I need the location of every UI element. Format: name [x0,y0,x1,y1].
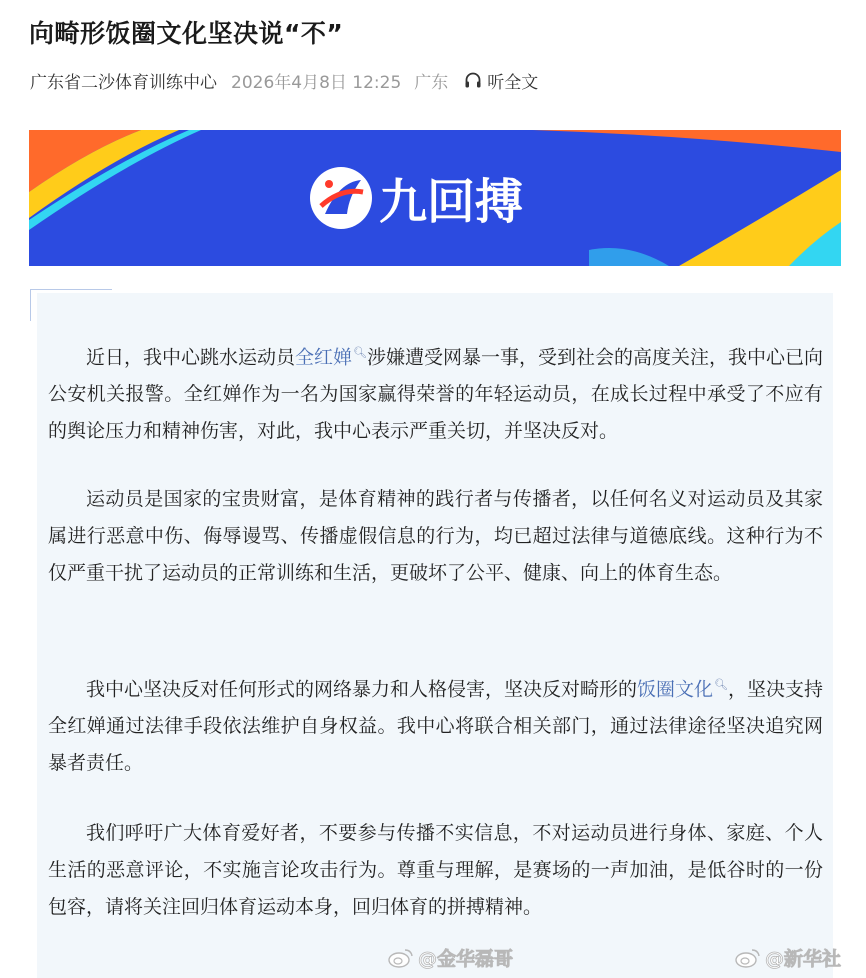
publish-region: 广东 [414,73,449,93]
watermark-left-text: @金华磊哥 [418,948,514,970]
search-icon[interactable]: 🔍︎ [714,678,728,691]
watermark-right [735,944,841,971]
fan-culture-link[interactable]: 饭圈文化 [637,678,714,701]
watermark-right-text: @新华社 [765,948,842,970]
article-title: 向畸形饭圈文化坚决说“不” [29,19,344,48]
author-name[interactable]: 广东省二沙体育训练中心 [30,73,217,93]
listen-button[interactable] [464,68,538,93]
paragraph-1: 近日，我中心跳水运动员全红婵🔍︎涉嫌遭受网暴一事，受到社会的高度关注，我中心已向公安机关报警。全红婵作为一名为国家赢得荣誉的年轻运动员，在成长过程中承受了不应有的舆论压力和精神伤害，对此，我中心表示严重关切，并坚决反对。 [48,346,824,443]
article-banner [29,130,841,266]
article-meta [30,68,538,93]
publish-date: 2026年4月8日 12:25 [231,73,402,93]
headphones-icon [464,72,482,89]
paragraph-2: 运动员是国家的宝贵财富，是体育精神的践行者与传播者，以任何名义对运动员及其家属进行恶意中伤、侮辱谩骂、传播虚假信息的行为，均已超过法律与道德底线。这种行为不仅严重干扰了运动员的正常训练和生活，更破坏了公平、健康、向上的体育生态。 [48,488,823,584]
athlete-link[interactable]: 全红婵 [295,346,353,369]
weibo-icon [388,947,414,969]
content-corner-decoration [30,289,112,290]
paragraph-4: 我们呼吁广大体育爱好者，不要参与传播不实信息，不对运动员进行身体、家庭、个人生活的恶意评论，不实施言论攻击行为。尊重与理解，是赛场的一声加油，是低谷时的一份包容，请将关注回归体育运动本身，回归体育的拼搏精神。 [48,822,823,918]
listen-label: 听全文 [487,73,539,93]
content-corner-decoration-vertical [30,289,31,321]
watermark-left [388,944,513,971]
search-icon[interactable]: 🔍︎ [353,346,367,359]
banner-logo-text: 九回搏 [379,174,524,230]
banner-logo [310,167,372,229]
paragraph-3: 我中心坚决反对任何形式的网络暴力和人格侵害，坚决反对畸形的饭圈文化🔍︎，坚决支持全红婵通过法律手段依法维护自身权益。我中心将联合相关部门，通过法律途径坚决追究网暴者责任。 [48,678,824,775]
weibo-icon [735,947,761,969]
